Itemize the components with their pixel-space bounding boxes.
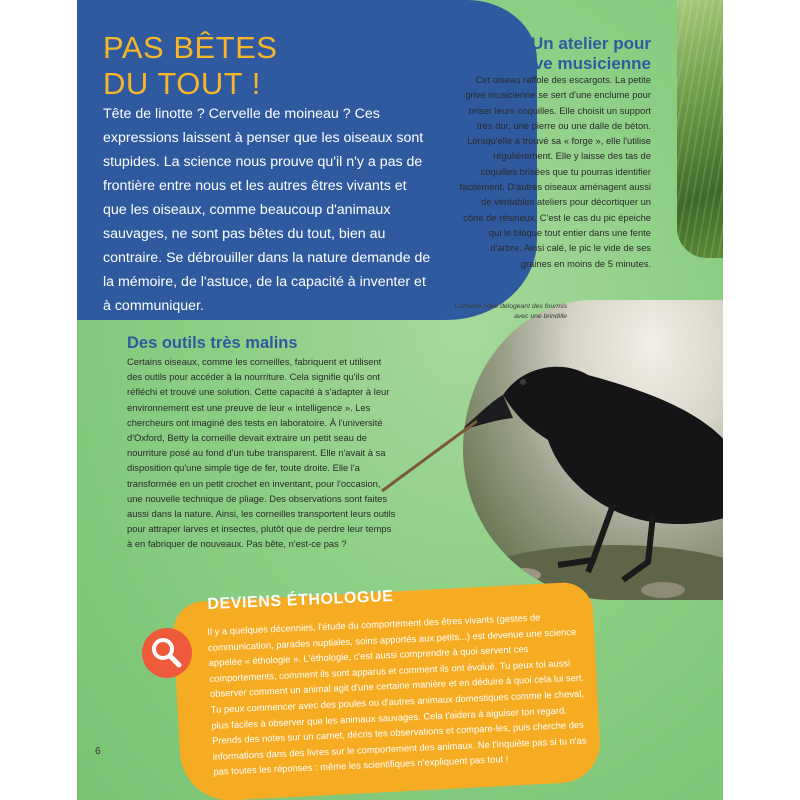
outils-heading: Des outils très malins (127, 334, 298, 352)
page (77, 0, 723, 800)
crow-illustration (463, 300, 723, 600)
crow-body (503, 367, 723, 524)
atelier-heading-line-2: la grive musicienne (493, 54, 651, 73)
pebble (505, 568, 541, 582)
atelier-text: Cet oiseau raffole des escargots. La petite grive musicienne se sert d'une enclume pour briser leurs coquilles. Elle choisit un support très dur, une pierre ou une dalle de béton. Lorsqu'elle a trouvé sa « forge », elle l'utilise régulièrement. Elle y laisse des tas de coquilles brisées que tu pourras identifier facilement. D'autres oiseaux aménagent aussi de véritables ateliers pour décortiquer un cône de résineux. C'est le cas du pic épeiche qui le bloque tout entier dans une fente d'arbre. Ainsi calé, le pic le vide de ses graines en moins de 5 minutes. (459, 74, 651, 269)
atelier-heading (457, 34, 651, 74)
page-number: 6 (95, 746, 101, 757)
page-title (103, 30, 278, 102)
outils-text: Certains oiseaux, comme les corneilles, fabriquent et utilisent des outils pour accéder à la nourriture. Cela signifie qu'ils ont réfléchi et trouvé une solution. Cette capacité à s'adapter à leur environnement est une preuve de leur « intelligence ». Les chercheurs ont imaginé des tests en laboratoire. À l'université d'Oxford, Betty la corneille devait extraire un petit seau de nourriture posé au fond d'un tube transparent. Elle n'avait à sa disposition qu'une simple tige de fer, toute droite. Elle l'a transformée en un petit crochet en inventant, pour l'occasion, une nouvelle technique de pliage. Des observations sont faites aussi dans la nature. Ainsi, les corneilles transportent leurs outils pour attraper larves et insectes, plutôt que de perdre leur temps à en fabriquer de nouveaux. Pas bête, n'est-ce pas ? (127, 356, 396, 550)
crow-eye (520, 379, 526, 385)
ethologue-heading: DEVIENS ÉTHOLOGUE (207, 587, 394, 613)
intro-text: Tête de linotte ? Cervelle de moineau ? Ces expressions laissent à penser que les oiseaux sont stupides. La science nous prouve qu'il n'y a pas de frontière entre nous et les autres êtres vivants et que les oiseaux, comme beaucoup d'animaux sauvages, ne sont pas bêtes du tout, bien au contraire. Se débrouiller dans la nature demande de la mémoire, de l'astuce, de la capacité à inventer et à communiquer. (103, 106, 431, 314)
crow-photo (463, 300, 723, 600)
atelier-heading-line-1: Un atelier pour (531, 34, 651, 53)
ethologue-text: Il y a quelques décennies, l'étude du comportement des êtres vivants (gestes de communication, parades nuptiales, soins apportés aux petits...) est devenue une science appelée « éthologie ». L'éthologie, c'est aussi comprendre à quoi servent ces comportements, comment ils sont apparus et comment ils ont évolué. Tu peux toi aussi observer comment un animal agit d'une certaine manière et en déduire à quoi cela lui sert. Tu peux commencer avec des poules ou d'autres animaux domestiques comme le cheval, plus faciles à observer que les animaux sauvages. Cela t'aidera à aiguiser ton regard. Prends des notes sur un carnet, décris tes observations et compare-les, puis cherche des informations dans des livres sur le comportement des animaux. Ne t'inquiète pas si tu n'as pas toutes les réponses : même les scientifiques n'expliquent pas tout ! (207, 611, 587, 778)
magnifier-icon (142, 628, 192, 678)
title-line-2: DU TOUT ! (103, 66, 261, 101)
grass-photo (677, 0, 723, 258)
pebble (641, 582, 685, 598)
photo-caption: Corneille noire délogeant des fourmis avec une brindille (454, 303, 567, 320)
title-line-1: PAS BÊTES (103, 30, 278, 65)
search-badge (142, 628, 192, 678)
